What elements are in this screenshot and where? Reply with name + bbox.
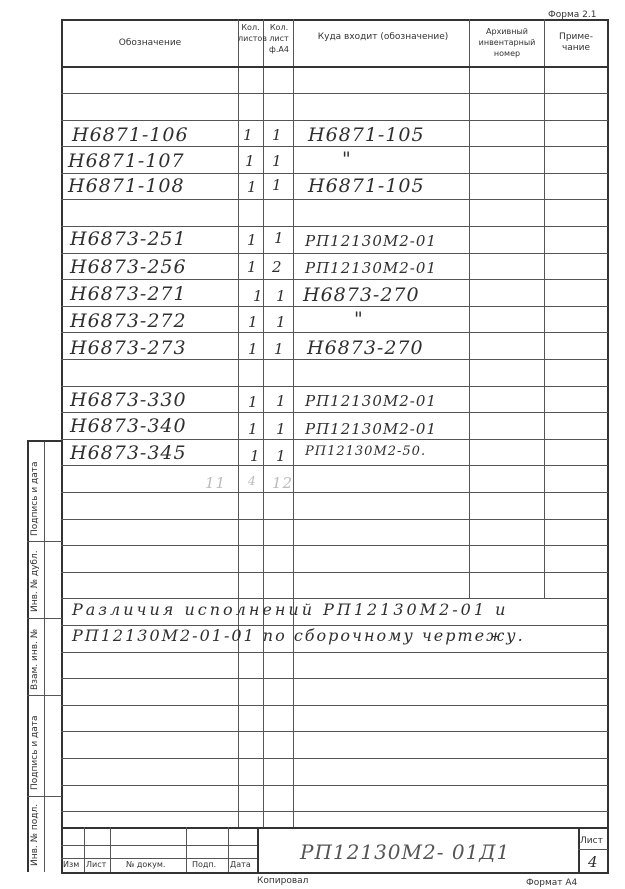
row-line [61,279,608,280]
tb-sheet-label: Лист [580,836,603,846]
header-where-used: Куда входит (обозначение) [317,32,449,42]
header-sheets-count: Кол. листов [238,23,267,43]
frame-top [61,19,609,21]
row-7-sheets-a4: 1 [276,313,287,331]
row-6-sheets-a4: 1 [276,287,287,305]
row-line [61,652,608,653]
side-sep-4 [27,796,62,797]
row-2-sheets-a4: 1 [272,152,283,170]
side-sep-2 [27,618,62,619]
row-line [61,412,608,413]
row-line [61,598,608,599]
faint-mark-designation: 11 [205,474,227,492]
row-4-where-used: РП12130М2-01 [305,232,437,250]
row-10-sheets: 1 [248,420,259,438]
row-line [61,120,608,121]
row-9-designation: Н6873-330 [70,389,187,411]
tb-sheet-sep [578,849,608,850]
row-5-sheets: 1 [247,258,258,276]
row-line [61,93,608,94]
frame-right [607,19,609,874]
row-line [61,173,608,174]
row-7-designation: Н6873-272 [70,310,187,332]
row-line [61,545,608,546]
row-line [61,439,608,440]
row-11-sheets-a4: 1 [276,447,287,465]
row-line [61,359,608,360]
frame-bottom [61,872,609,874]
row-line [61,678,608,679]
row-line [61,519,608,520]
tb-izm: Изм [63,860,80,869]
side-top [27,440,62,442]
header-designation: Обозначение [118,38,182,48]
row-8-sheets: 1 [248,340,259,358]
side-label-sign-date-bottom: Подпись и дата [30,715,40,790]
header-archive-number: Архивный инвентарный номер [478,27,536,58]
row-11-sheets: 1 [250,447,261,465]
note-line-2: РП12130М2-01-01 по сборочному чертежу. [72,626,525,645]
row-3-designation: Н6871-108 [68,175,185,197]
side-label-inv-dubl: Инв. № дубл. [30,550,40,612]
row-2-designation: Н6871-107 [68,150,185,172]
row-5-sheets-a4: 2 [272,258,283,276]
tb-document-code: РП12130М2- 01Д1 [300,840,511,864]
row-10-where-used: РП12130М2-01 [305,420,437,438]
col-sep-5 [544,19,545,599]
row-line [61,332,608,333]
row-11-where-used: РП12130М2-50. [305,444,427,459]
note-line-1: Различия исполнений РП12130М2-01 и [72,600,509,619]
row-6-where-used: Н6873-270 [303,284,420,306]
row-8-designation: Н6873-273 [70,337,187,359]
row-9-sheets: 1 [248,393,259,411]
header-bottom-line [61,66,609,68]
row-line [61,465,608,466]
row-10-sheets-a4: 1 [276,420,287,438]
row-2-sheets: 1 [245,152,256,170]
row-6-sheets: 1 [253,287,264,305]
tb-data: Дата [230,860,251,869]
tb-sheet-number: 4 [588,853,599,871]
title-block-top [61,827,609,829]
row-2-where-used: " [342,148,352,170]
side-col-left [27,440,29,872]
tb-list: Лист [86,860,107,869]
row-5-where-used: РП12130М2-01 [305,259,437,277]
row-9-sheets-a4: 1 [276,392,287,410]
row-line [61,705,608,706]
side-label-sign-date-top: Подпись и дата [30,461,40,536]
row-line [61,811,608,812]
side-sep-3 [27,695,62,696]
row-line [61,199,608,200]
row-4-sheets-a4: 1 [274,229,285,247]
row-7-where-used: " [354,308,364,330]
header-sheets-a4: Кол. лист ф.А4 [269,23,289,54]
row-1-where-used: Н6871-105 [308,124,425,146]
row-3-sheets-a4: 1 [272,176,283,194]
frame-left [61,19,63,874]
tb-col-2 [110,827,111,872]
row-line [61,758,608,759]
row-line [61,572,608,573]
row-line [61,386,608,387]
row-3-sheets: 1 [247,178,258,196]
row-10-designation: Н6873-340 [70,415,187,437]
faint-mark-sheets-a4: 12 [272,474,294,492]
row-line [61,226,608,227]
footer-format: Формат А4 [526,878,578,888]
row-7-sheets: 1 [248,313,259,331]
col-sep-4 [469,19,470,599]
footer-copied: Копировал [257,876,309,886]
header-note: Приме- чание [559,32,593,53]
row-8-sheets-a4: 1 [274,340,285,358]
row-4-designation: Н6873-251 [70,228,187,250]
tb-col-4 [228,827,229,872]
form-label: Форма 2.1 [548,10,597,20]
side-col-mid [44,440,45,872]
tb-col-3 [186,827,187,872]
tb-col-1 [84,827,85,872]
row-line [61,492,608,493]
side-sep-1 [27,541,62,542]
tb-doc-no: № докум. [126,860,166,869]
row-9-where-used: РП12130М2-01 [305,392,437,410]
row-6-designation: Н6873-271 [70,283,187,305]
faint-mark-sheets: 4 [248,474,257,488]
side-label-inv-podl: Инв. № подл. [30,803,40,866]
row-3-where-used: Н6871-105 [308,175,425,197]
row-4-sheets: 1 [247,231,258,249]
row-1-designation: Н6871-106 [72,124,189,146]
row-1-sheets: 1 [243,126,254,144]
row-line [61,253,608,254]
tb-podp: Подп. [192,860,217,869]
row-line [61,785,608,786]
row-8-where-used: Н6873-270 [307,337,424,359]
row-line [61,731,608,732]
row-1-sheets-a4: 1 [272,126,283,144]
row-line [61,306,608,307]
tb-col-5 [257,827,259,872]
row-line [61,146,608,147]
row-11-designation: Н6873-345 [70,442,187,464]
row-5-designation: Н6873-256 [70,256,187,278]
side-label-vzam-inv: Взам. инв. № [30,628,40,690]
